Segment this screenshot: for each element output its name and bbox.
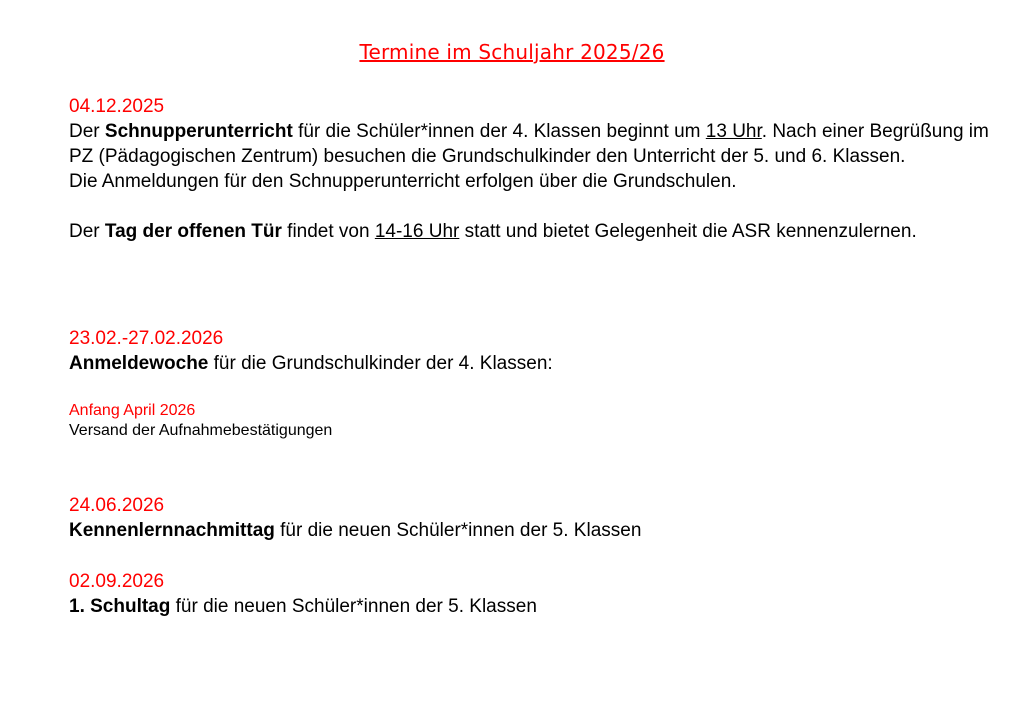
event-time: 14-16 Uhr: [374, 221, 460, 242]
event-anmeldewoche: [69, 326, 1004, 376]
event-name: Schnupperunterricht: [104, 121, 293, 142]
event-date: 23.02.-27.02.2026: [69, 328, 224, 349]
event-date: 02.09.2026: [69, 571, 165, 592]
event-description: Der Schnupperunterricht für die Schüler*innen der 4. Klassen beginnt um 13 Uhr. Nach einer Begrüßung im PZ (Pädagogischen Zentrum) besuchen die Grundschulkinder den Unterricht der 5. und 6. Klassen.: [69, 121, 989, 167]
event-name: Anmeldewoche: [69, 353, 209, 374]
event-date: Anfang April 2026: [69, 402, 196, 419]
event-schnupperunterricht: [69, 94, 1004, 244]
event-description: 1. Schultag für die neuen Schüler*innen der 5. Klassen: [69, 596, 537, 617]
event-date: 04.12.2025: [69, 96, 165, 117]
event-description: Versand der Aufnahmebestätigungen: [69, 422, 333, 439]
event-kennenlernnachmittag: [69, 493, 1004, 543]
open-day-description: Der Tag der offenen Tür findet von 14-16 Uhr statt und bietet Gelegenheit die ASR kennenzulernen.: [69, 221, 917, 242]
page-title: Termine im Schuljahr 2025/26: [359, 40, 665, 64]
event-name: Tag der offenen Tür: [104, 221, 282, 242]
event-name: 1. Schultag: [69, 596, 171, 617]
event-name: Kennenlernnachmittag: [69, 520, 275, 541]
event-time: 13 Uhr: [705, 121, 762, 142]
event-aufnahme: [69, 401, 1004, 441]
event-date: 24.06.2026: [69, 495, 165, 516]
event-note: Die Anmeldungen für den Schnupperunterricht erfolgen über die Grundschulen.: [69, 171, 737, 192]
event-description: Kennenlernnachmittag für die neuen Schüler*innen der 5. Klassen: [69, 520, 642, 541]
event-description: Anmeldewoche für die Grundschulkinder der 4. Klassen:: [69, 353, 553, 374]
event-schultag: [69, 569, 1004, 619]
